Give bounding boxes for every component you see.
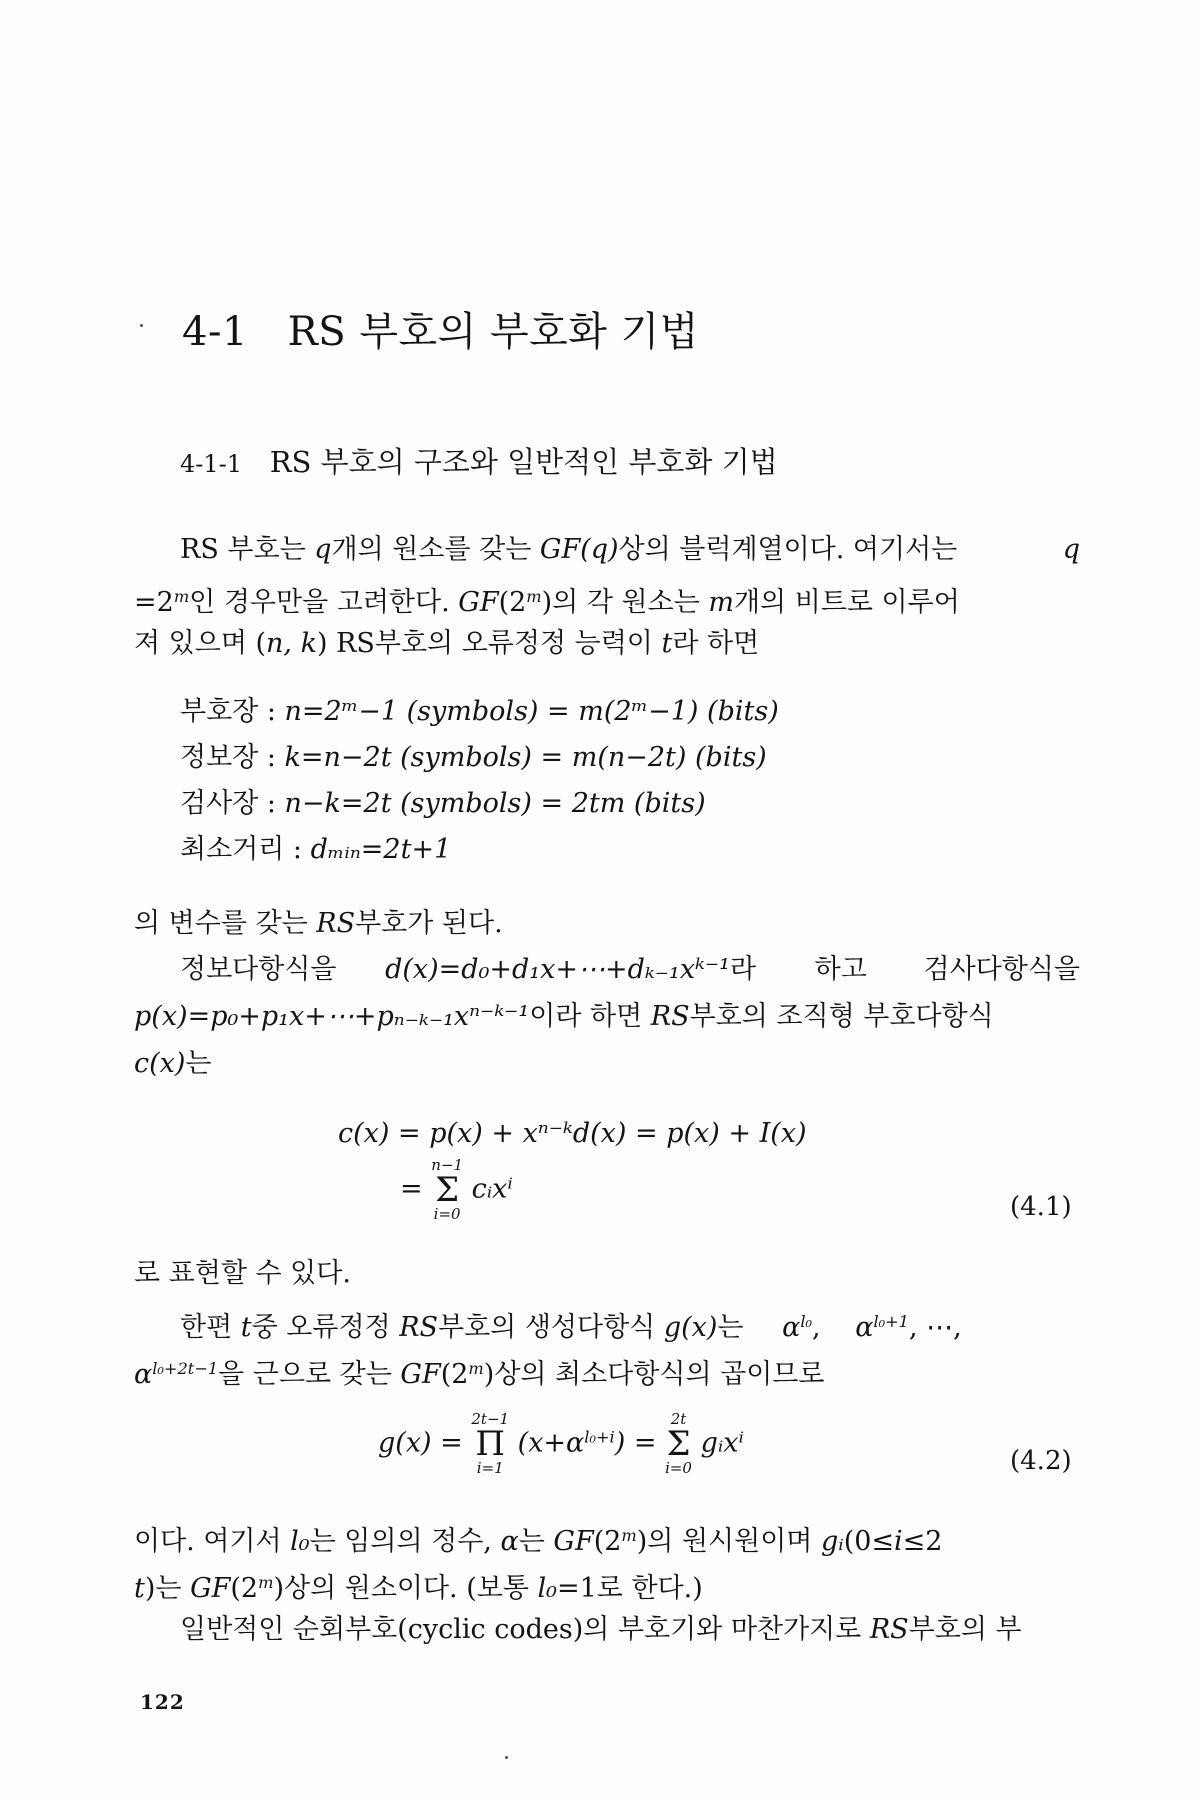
paragraph-4: 로 표현할 수 있다. [134,1258,351,1289]
param-min-distance: 최소거리 : dₘᵢₙ=2t+1 [180,834,452,865]
summation-operator: n−1 Σ i=0 [431,1156,463,1223]
equation-number-4-2: (4.2) [1010,1446,1072,1476]
product-operator: 2t−1 Π i=1 [471,1410,510,1477]
equation-4-1-line-2: = n−1 Σ i=0 cᵢxⁱ [400,1156,513,1223]
page-number: 122 [140,1690,185,1714]
paragraph-1-line-3: 져 있으며 (n, k) RS부호의 오류정정 능력이 t라 하면 [134,628,760,659]
section-heading [182,300,699,357]
param-label: 정보장 [180,742,259,773]
paragraph-3-line-1: 정보다항식을 d(x)=d₀+d₁x+⋯+dₖ₋₁xᵏ⁻¹라 하고 검사다항식을 [180,954,1080,985]
paragraph-5-line-2: $\alpha^{l_0+2t-1}$을 근으로 갖는 GF(2$^m$)상의 최소다항식의 곱이므로 [134,1358,825,1390]
param-code-length: 부호장 : n=2ᵐ−1 (symbols) = m(2ᵐ−1) (bits) [180,696,779,727]
paragraph-6-line-2: t)는 GF(2$^m$)상의 원소이다. (보통 l₀=1로 한다.) [134,1572,703,1604]
param-expr: n=2ᵐ−1 (symbols) = m(2ᵐ−1) (bits) [284,696,779,727]
equation-number-4-1: (4.1) [1010,1192,1072,1222]
param-expr: k=n−2t (symbols) = m(n−2t) (bits) [284,742,767,773]
param-expr: n−k=2t (symbols) = 2tm (bits) [284,788,706,819]
paragraph-2: 의 변수를 갖는 RS부호가 된다. [134,908,503,939]
margin-dot [140,324,143,327]
paragraph-3-line-3: c(x)는 [134,1048,212,1079]
equation-4-2: g(x) = 2t−1 Π i=1 $(x+\alpha^{l_0+i})$ = 2t Σ i=0 gᵢxⁱ [378,1410,744,1477]
paragraph-5-line-1: 한편 t중 오류정정 RS부호의 생성다항식 g(x)는 $\alpha^{l_0}$, $\alpha^{l_0+1}$, ⋯, [180,1311,962,1343]
scan-speck [505,1756,508,1759]
param-check-length: 검사장 : n−k=2t (symbols) = 2tm (bits) [180,788,706,819]
param-expr: dₘᵢₙ=2t+1 [310,834,452,865]
paragraph-7: 일반적인 순회부호(cyclic codes)의 부호기와 마찬가지로 RS부호의 부 [180,1614,1022,1645]
paragraph-1-line-1: RS 부호는 q개의 원소를 갖는 GF(q)상의 블럭계열이다. 여기서는 q [180,534,1080,565]
param-label: 부호장 [180,696,259,727]
subsection-number: 4-1-1 [180,450,243,478]
section-title: RS 부호의 부호화 기법 [287,309,699,355]
equation-4-1-line-1: c(x) = p(x) + xⁿ⁻ᵏd(x) = p(x) + I(x) [338,1118,807,1149]
param-info-length: 정보장 : k=n−2t (symbols) = m(n−2t) (bits) [180,742,767,773]
paragraph-3-line-2: p(x)=p₀+p₁x+⋯+pₙ₋ₖ₋₁xⁿ⁻ᵏ⁻¹이라 하면 RS부호의 조직형 부호다항식 [134,1001,994,1032]
param-label: 검사장 [180,788,259,819]
subsection-title: RS 부호의 구조와 일반적인 부호화 기법 [269,445,778,479]
section-number: 4-1 [182,309,248,355]
summation-operator: 2t Σ i=0 [665,1410,692,1477]
subsection-heading [180,440,778,481]
paragraph-6-line-1: 이다. 여기서 l₀는 임의의 정수, α는 GF(2$^m$)의 원시원이며 gᵢ(0≤i≤2 [134,1525,943,1557]
paragraph-1-line-2: $=2^m$인 경우만을 고려한다. GF(2$^m$)의 각 원소는 m개의 비트로 이루어 [134,586,960,618]
param-label: 최소거리 [180,834,285,865]
